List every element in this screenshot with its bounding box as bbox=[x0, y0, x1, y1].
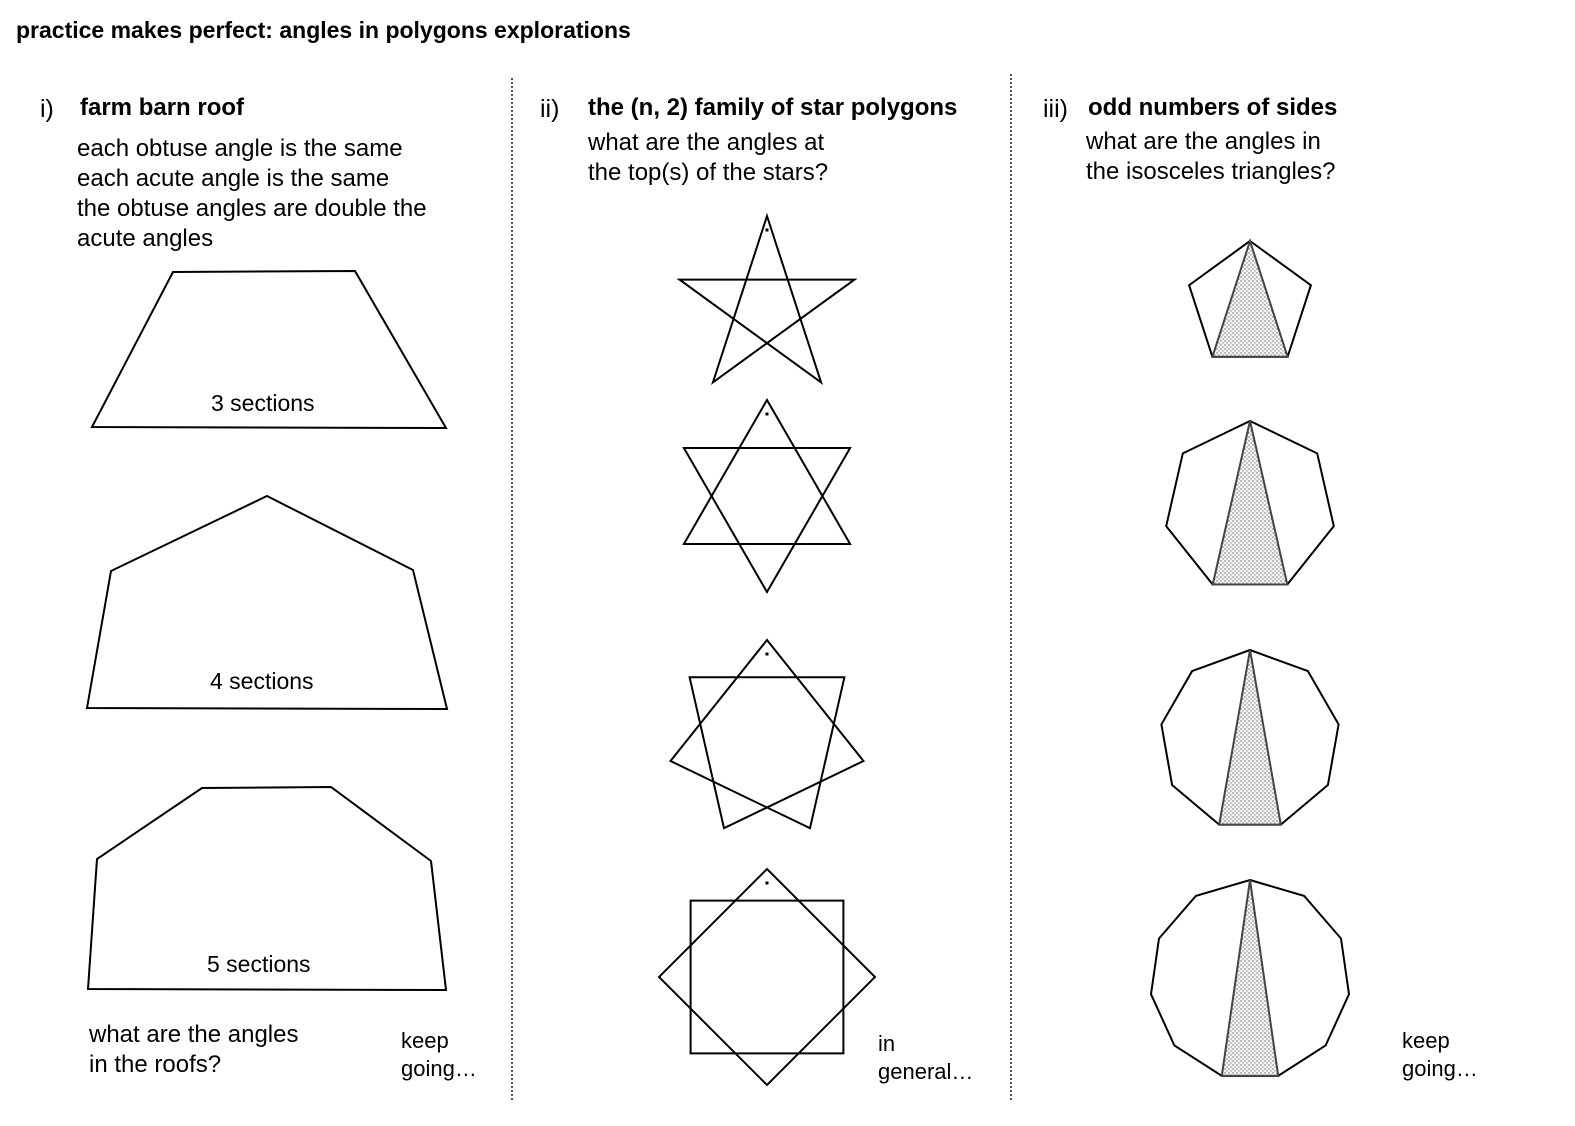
section-2-heading: the (n, 2) family of star polygons bbox=[588, 94, 958, 121]
section-2-line: what are the angles at bbox=[588, 129, 825, 156]
roof-3-label: 3 sections bbox=[211, 390, 315, 416]
star-6-2-apex-dot bbox=[766, 413, 769, 416]
section-3-heading: odd numbers of sides bbox=[1088, 94, 1338, 121]
section-1-line: each acute angle is the same bbox=[77, 165, 390, 192]
footer-line: going… bbox=[1402, 1056, 1478, 1081]
section-3-line: what are the angles in bbox=[1086, 128, 1321, 155]
section-1-heading: farm barn roof bbox=[80, 94, 245, 121]
star-8-2-apex-dot bbox=[766, 882, 769, 885]
star-polygons bbox=[659, 216, 875, 1085]
section-2-number: ii) bbox=[540, 95, 560, 123]
heptagon-shaded-triangle bbox=[1213, 421, 1288, 585]
section-1-line: each obtuse angle is the same bbox=[77, 135, 403, 162]
question-line: in the roofs? bbox=[89, 1051, 222, 1078]
nonagon-shaded-triangle bbox=[1219, 650, 1281, 825]
star-7-2-apex-dot bbox=[766, 653, 769, 656]
hendecagon-shaded-triangle bbox=[1222, 880, 1278, 1076]
star-6-2-outline-a bbox=[684, 400, 850, 544]
roof-3-sections bbox=[92, 271, 446, 428]
footer-line: in bbox=[878, 1031, 896, 1056]
star-7-2 bbox=[671, 640, 864, 828]
footer-line: going… bbox=[401, 1056, 477, 1081]
page-title: practice makes perfect: angles in polygons explorations bbox=[16, 17, 631, 43]
footer-line: general… bbox=[878, 1059, 974, 1084]
section-3-number: iii) bbox=[1043, 95, 1068, 123]
section-3-line: the isosceles triangles? bbox=[1086, 158, 1336, 185]
section-1-line: acute angles bbox=[77, 225, 214, 252]
roof-5-sections bbox=[88, 787, 446, 990]
section-1-line: the obtuse angles are double the bbox=[77, 195, 427, 222]
roof-4-label: 4 sections bbox=[210, 668, 314, 694]
star-5-2-apex-dot bbox=[766, 229, 769, 232]
question-line: what are the angles bbox=[89, 1021, 299, 1048]
star-5-2 bbox=[680, 216, 855, 382]
section-1-number: i) bbox=[40, 95, 54, 123]
roof-4-sections bbox=[87, 496, 447, 709]
section-2-line: the top(s) of the stars? bbox=[588, 159, 829, 186]
roof-5-label: 5 sections bbox=[207, 951, 311, 977]
pentagon-shaded-triangle bbox=[1212, 241, 1287, 357]
star-6-2-outline-b bbox=[684, 448, 850, 592]
footer-line: keep bbox=[401, 1028, 449, 1053]
odd-polygons bbox=[1151, 241, 1349, 1076]
footer-line: keep bbox=[1402, 1028, 1450, 1053]
